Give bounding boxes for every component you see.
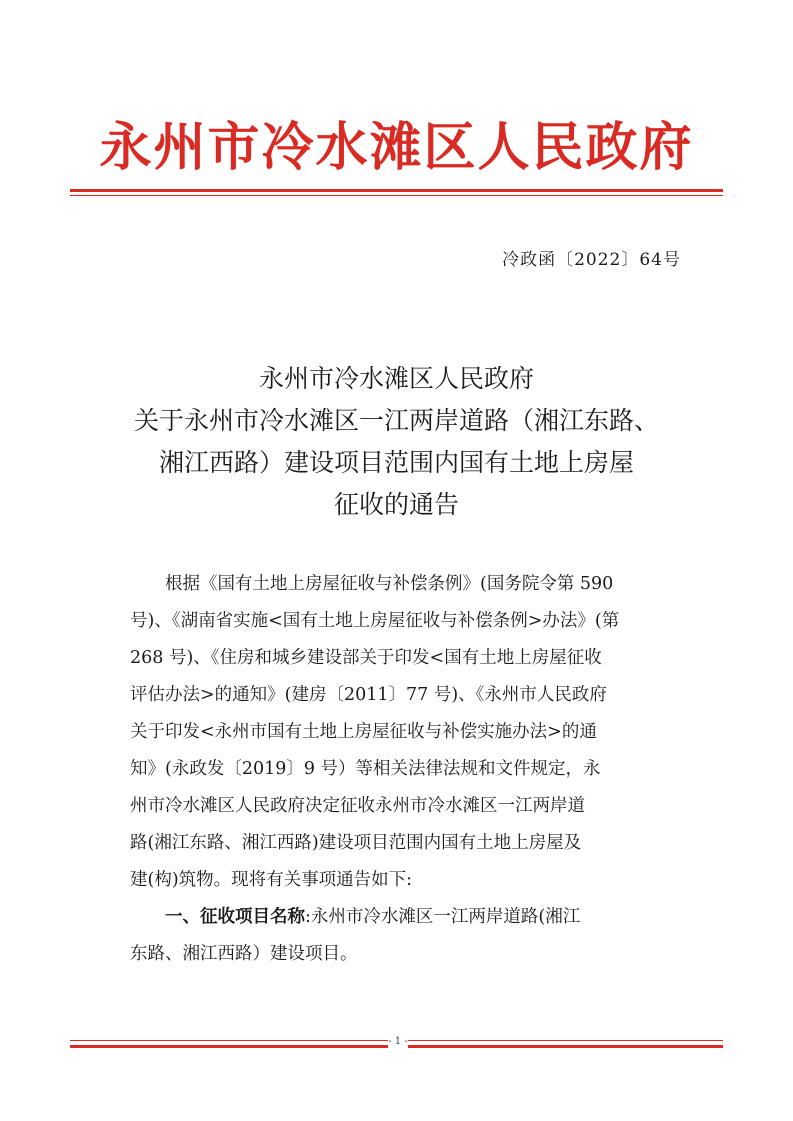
section-1-heading: 一、征收项目名称 [165,907,305,927]
header-rule-thick [70,189,723,192]
body-line: 关于印发<永州市国有土地上房屋征收与补偿实施办法>的通 [130,722,597,742]
title-line: 永州市冷水滩区人民政府 [258,364,534,393]
body-line: 根据《国有土地上房屋征收与补偿条例》(国务院令第 590 [165,574,614,594]
section-1-text-continued: 东路、湘江西路）建设项目。 [130,944,358,964]
body-line: 州市冷水滩区人民政府决定征收永州市冷水滩区一江两岸道 [130,796,585,816]
section-1-text: :永州市冷水滩区一江两岸道路(湘江 [305,907,581,927]
title-line: 关于永州市冷水滩区一江两岸道路（湘江东路、 [133,406,659,435]
body-line: 路(湘江东路、湘江西路)建设项目范围内国有土地上房屋及 [130,833,582,853]
body-line: 号)、《湖南省实施<国有土地上房屋征收与补偿条例>办法》(第 [130,611,620,631]
body-line: 建(构)筑物。现将有关事项通告如下: [130,870,413,890]
notice-body [130,566,690,973]
page-number: - 1 - [388,1034,408,1050]
body-line: 评估办法>的通知》(建房〔2011〕77 号)、《永州市人民政府 [130,685,607,705]
issuing-authority-title: 永州市冷水滩区人民政府 [99,117,694,178]
notice-title [90,358,703,526]
title-line: 湘江西路）建设项目范围内国有土地上房屋 [158,448,634,477]
document-number: 冷政函〔2022〕64号 [502,250,681,270]
section-1 [130,899,690,936]
title-line: 征收的通告 [333,490,459,519]
header-rule-thin [70,195,723,196]
body-line: 268 号)、《住房和城乡建设部关于印发<国有土地上房屋征收 [130,648,602,668]
body-line: 知》(永政发〔2019〕9 号）等相关法律法规和文件规定，永 [130,759,601,779]
